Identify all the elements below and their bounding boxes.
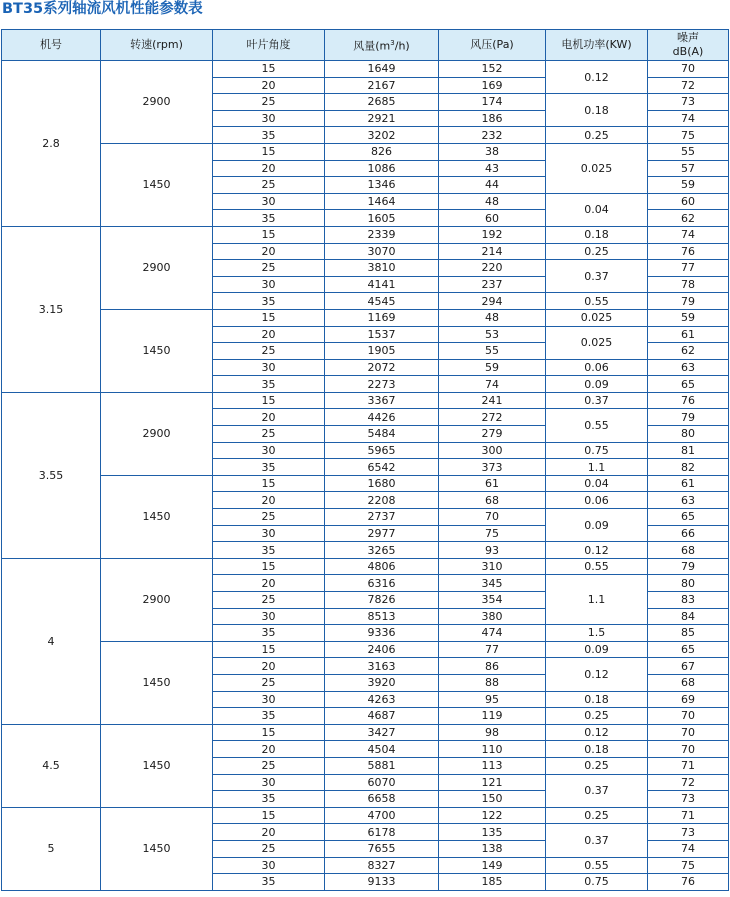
header-airflow-sup: 3	[390, 39, 395, 48]
cell-angle: 15	[213, 61, 325, 78]
cell-power: 0.25	[546, 757, 648, 774]
cell-noise: 60	[648, 193, 729, 210]
cell-angle: 30	[213, 193, 325, 210]
cell-power: 1.1	[546, 459, 648, 476]
cell-pressure: 113	[439, 757, 546, 774]
cell-airflow: 3265	[325, 542, 439, 559]
cell-power: 0.06	[546, 359, 648, 376]
cell-power: 0.025	[546, 309, 648, 326]
cell-noise: 79	[648, 558, 729, 575]
cell-angle: 30	[213, 359, 325, 376]
cell-noise: 80	[648, 575, 729, 592]
cell-angle: 25	[213, 757, 325, 774]
cell-noise: 57	[648, 160, 729, 177]
cell-airflow: 2737	[325, 509, 439, 526]
cell-power: 0.025	[546, 143, 648, 193]
cell-pressure: 150	[439, 791, 546, 808]
cell-noise: 69	[648, 691, 729, 708]
cell-noise: 82	[648, 459, 729, 476]
cell-power: 0.18	[546, 226, 648, 243]
fan-spec-table	[1, 29, 729, 891]
cell-airflow: 9336	[325, 625, 439, 642]
cell-airflow: 6070	[325, 774, 439, 791]
cell-pressure: 300	[439, 442, 546, 459]
cell-noise: 59	[648, 177, 729, 194]
cell-airflow: 1537	[325, 326, 439, 343]
cell-airflow: 6542	[325, 459, 439, 476]
cell-pressure: 121	[439, 774, 546, 791]
cell-pressure: 95	[439, 691, 546, 708]
cell-airflow: 7655	[325, 840, 439, 857]
cell-angle: 35	[213, 708, 325, 725]
cell-angle: 20	[213, 658, 325, 675]
cell-airflow: 2685	[325, 94, 439, 111]
cell-angle: 30	[213, 442, 325, 459]
cell-airflow: 4806	[325, 558, 439, 575]
cell-angle: 35	[213, 376, 325, 393]
cell-airflow: 6316	[325, 575, 439, 592]
cell-angle: 25	[213, 674, 325, 691]
cell-pressure: 59	[439, 359, 546, 376]
cell-airflow: 3427	[325, 724, 439, 741]
cell-pressure: 474	[439, 625, 546, 642]
cell-airflow: 1086	[325, 160, 439, 177]
cell-angle: 15	[213, 807, 325, 824]
table-body	[2, 61, 729, 891]
cell-angle: 20	[213, 160, 325, 177]
cell-speed: 2900	[101, 61, 213, 144]
cell-pressure: 279	[439, 426, 546, 443]
cell-angle: 30	[213, 608, 325, 625]
cell-model: 5	[2, 807, 101, 890]
cell-noise: 66	[648, 525, 729, 542]
header-model: 机号	[2, 30, 101, 61]
cell-power: 0.18	[546, 691, 648, 708]
table-row	[2, 61, 729, 78]
header-airflow-prefix: 风量(m	[353, 39, 391, 53]
cell-model: 3.15	[2, 226, 101, 392]
cell-noise: 72	[648, 77, 729, 94]
table-row	[2, 143, 729, 160]
cell-pressure: 237	[439, 276, 546, 293]
cell-angle: 30	[213, 110, 325, 127]
cell-angle: 20	[213, 492, 325, 509]
cell-airflow: 1346	[325, 177, 439, 194]
cell-angle: 35	[213, 542, 325, 559]
cell-angle: 25	[213, 177, 325, 194]
cell-power: 0.37	[546, 260, 648, 293]
cell-power: 0.12	[546, 658, 648, 691]
cell-pressure: 241	[439, 392, 546, 409]
cell-model: 4	[2, 558, 101, 724]
cell-pressure: 220	[439, 260, 546, 277]
cell-power: 0.55	[546, 558, 648, 575]
cell-airflow: 4141	[325, 276, 439, 293]
page-title: BT35系列轴流风机性能参数表	[2, 1, 203, 17]
cell-noise: 85	[648, 625, 729, 642]
cell-model: 2.8	[2, 61, 101, 227]
cell-power: 0.04	[546, 475, 648, 492]
cell-noise: 71	[648, 757, 729, 774]
cell-pressure: 48	[439, 193, 546, 210]
cell-pressure: 186	[439, 110, 546, 127]
cell-pressure: 310	[439, 558, 546, 575]
cell-airflow: 5484	[325, 426, 439, 443]
cell-angle: 30	[213, 691, 325, 708]
cell-pressure: 169	[439, 77, 546, 94]
cell-airflow: 2072	[325, 359, 439, 376]
cell-pressure: 232	[439, 127, 546, 144]
cell-airflow: 3367	[325, 392, 439, 409]
cell-airflow: 4687	[325, 708, 439, 725]
cell-airflow: 4504	[325, 741, 439, 758]
cell-speed: 1450	[101, 309, 213, 392]
cell-angle: 30	[213, 525, 325, 542]
cell-power: 0.75	[546, 874, 648, 891]
cell-noise: 67	[648, 658, 729, 675]
cell-pressure: 55	[439, 343, 546, 360]
cell-pressure: 119	[439, 708, 546, 725]
cell-airflow: 5965	[325, 442, 439, 459]
cell-pressure: 380	[439, 608, 546, 625]
cell-noise: 70	[648, 61, 729, 78]
cell-airflow: 2167	[325, 77, 439, 94]
cell-noise: 79	[648, 409, 729, 426]
cell-airflow: 1605	[325, 210, 439, 227]
cell-pressure: 61	[439, 475, 546, 492]
cell-pressure: 53	[439, 326, 546, 343]
cell-pressure: 345	[439, 575, 546, 592]
cell-airflow: 9133	[325, 874, 439, 891]
cell-speed: 1450	[101, 724, 213, 807]
cell-airflow: 6178	[325, 824, 439, 841]
cell-pressure: 373	[439, 459, 546, 476]
cell-speed: 2900	[101, 226, 213, 309]
cell-airflow: 1169	[325, 309, 439, 326]
cell-power: 0.25	[546, 708, 648, 725]
cell-angle: 20	[213, 326, 325, 343]
cell-noise: 78	[648, 276, 729, 293]
cell-angle: 25	[213, 94, 325, 111]
cell-speed: 1450	[101, 807, 213, 890]
cell-pressure: 77	[439, 641, 546, 658]
header-noise	[648, 30, 729, 61]
cell-angle: 35	[213, 791, 325, 808]
cell-pressure: 135	[439, 824, 546, 841]
table-row	[2, 641, 729, 658]
cell-airflow: 2406	[325, 641, 439, 658]
cell-pressure: 294	[439, 293, 546, 310]
cell-airflow: 5881	[325, 757, 439, 774]
cell-power: 0.25	[546, 807, 648, 824]
cell-pressure: 214	[439, 243, 546, 260]
cell-airflow: 2977	[325, 525, 439, 542]
cell-airflow: 8513	[325, 608, 439, 625]
cell-noise: 71	[648, 807, 729, 824]
cell-angle: 15	[213, 143, 325, 160]
cell-noise: 74	[648, 226, 729, 243]
cell-noise: 75	[648, 857, 729, 874]
cell-noise: 61	[648, 326, 729, 343]
cell-noise: 80	[648, 426, 729, 443]
cell-noise: 62	[648, 210, 729, 227]
cell-noise: 63	[648, 359, 729, 376]
cell-power: 0.25	[546, 127, 648, 144]
cell-airflow: 8327	[325, 857, 439, 874]
cell-noise: 81	[648, 442, 729, 459]
cell-speed: 2900	[101, 392, 213, 475]
cell-angle: 35	[213, 874, 325, 891]
cell-airflow: 1464	[325, 193, 439, 210]
cell-angle: 15	[213, 392, 325, 409]
cell-angle: 15	[213, 641, 325, 658]
cell-pressure: 185	[439, 874, 546, 891]
cell-noise: 68	[648, 674, 729, 691]
header-airflow	[325, 30, 439, 61]
cell-pressure: 43	[439, 160, 546, 177]
cell-pressure: 149	[439, 857, 546, 874]
header-power: 电机功率(KW)	[546, 30, 648, 61]
cell-pressure: 48	[439, 309, 546, 326]
cell-angle: 25	[213, 509, 325, 526]
table-row	[2, 226, 729, 243]
cell-pressure: 93	[439, 542, 546, 559]
cell-pressure: 110	[439, 741, 546, 758]
cell-power: 0.09	[546, 376, 648, 393]
cell-noise: 77	[648, 260, 729, 277]
table-row	[2, 558, 729, 575]
cell-airflow: 2339	[325, 226, 439, 243]
cell-noise: 70	[648, 708, 729, 725]
cell-power: 0.09	[546, 641, 648, 658]
cell-pressure: 88	[439, 674, 546, 691]
cell-pressure: 354	[439, 592, 546, 609]
cell-power: 1.1	[546, 575, 648, 625]
cell-noise: 72	[648, 774, 729, 791]
header-angle: 叶片角度	[213, 30, 325, 61]
cell-power: 1.5	[546, 625, 648, 642]
cell-power: 0.18	[546, 741, 648, 758]
cell-power: 0.12	[546, 61, 648, 94]
cell-angle: 30	[213, 276, 325, 293]
header-noise-line1: 噪声	[677, 31, 699, 44]
cell-angle: 20	[213, 575, 325, 592]
cell-airflow: 1680	[325, 475, 439, 492]
cell-noise: 65	[648, 509, 729, 526]
cell-angle: 35	[213, 625, 325, 642]
cell-model: 3.55	[2, 392, 101, 558]
cell-angle: 15	[213, 226, 325, 243]
cell-pressure: 138	[439, 840, 546, 857]
cell-power: 0.04	[546, 193, 648, 226]
cell-speed: 2900	[101, 558, 213, 641]
cell-noise: 68	[648, 542, 729, 559]
cell-noise: 76	[648, 392, 729, 409]
cell-noise: 63	[648, 492, 729, 509]
cell-power: 0.37	[546, 392, 648, 409]
cell-angle: 25	[213, 343, 325, 360]
cell-noise: 74	[648, 840, 729, 857]
cell-noise: 84	[648, 608, 729, 625]
cell-power: 0.18	[546, 94, 648, 127]
cell-pressure: 70	[439, 509, 546, 526]
cell-power: 0.09	[546, 509, 648, 542]
cell-airflow: 4545	[325, 293, 439, 310]
cell-noise: 73	[648, 824, 729, 841]
cell-pressure: 272	[439, 409, 546, 426]
cell-noise: 70	[648, 724, 729, 741]
table-row	[2, 475, 729, 492]
cell-power: 0.12	[546, 724, 648, 741]
cell-noise: 59	[648, 309, 729, 326]
cell-noise: 76	[648, 874, 729, 891]
cell-power: 0.37	[546, 824, 648, 857]
cell-pressure: 98	[439, 724, 546, 741]
cell-airflow: 4700	[325, 807, 439, 824]
cell-speed: 1450	[101, 641, 213, 724]
cell-speed: 1450	[101, 475, 213, 558]
cell-airflow: 3202	[325, 127, 439, 144]
table-row	[2, 807, 729, 824]
table-row	[2, 724, 729, 741]
cell-power: 0.37	[546, 774, 648, 807]
cell-airflow: 826	[325, 143, 439, 160]
cell-angle: 20	[213, 824, 325, 841]
cell-speed: 1450	[101, 143, 213, 226]
cell-pressure: 38	[439, 143, 546, 160]
cell-noise: 61	[648, 475, 729, 492]
table-row	[2, 392, 729, 409]
cell-airflow: 4263	[325, 691, 439, 708]
cell-pressure: 152	[439, 61, 546, 78]
cell-airflow: 4426	[325, 409, 439, 426]
cell-noise: 76	[648, 243, 729, 260]
cell-power: 0.55	[546, 409, 648, 442]
cell-airflow: 6658	[325, 791, 439, 808]
cell-noise: 65	[648, 641, 729, 658]
cell-airflow: 7826	[325, 592, 439, 609]
cell-angle: 35	[213, 293, 325, 310]
cell-power: 0.025	[546, 326, 648, 359]
cell-power: 0.75	[546, 442, 648, 459]
cell-noise: 83	[648, 592, 729, 609]
cell-angle: 25	[213, 840, 325, 857]
cell-pressure: 174	[439, 94, 546, 111]
cell-power: 0.55	[546, 293, 648, 310]
cell-angle: 35	[213, 210, 325, 227]
header-noise-line2: dB(A)	[672, 45, 704, 58]
cell-pressure: 74	[439, 376, 546, 393]
cell-airflow: 1649	[325, 61, 439, 78]
cell-noise: 79	[648, 293, 729, 310]
cell-noise: 65	[648, 376, 729, 393]
cell-angle: 25	[213, 592, 325, 609]
cell-angle: 25	[213, 260, 325, 277]
cell-airflow: 3070	[325, 243, 439, 260]
header-speed: 转速(rpm)	[101, 30, 213, 61]
cell-noise: 62	[648, 343, 729, 360]
cell-angle: 15	[213, 309, 325, 326]
table-row	[2, 309, 729, 326]
cell-airflow: 2921	[325, 110, 439, 127]
cell-power: 0.25	[546, 243, 648, 260]
cell-airflow: 3163	[325, 658, 439, 675]
header-pressure: 风压(Pa)	[439, 30, 546, 61]
cell-angle: 35	[213, 127, 325, 144]
cell-noise: 70	[648, 741, 729, 758]
cell-pressure: 75	[439, 525, 546, 542]
cell-angle: 15	[213, 475, 325, 492]
cell-power: 0.06	[546, 492, 648, 509]
cell-pressure: 60	[439, 210, 546, 227]
cell-angle: 25	[213, 426, 325, 443]
cell-airflow: 2273	[325, 376, 439, 393]
cell-pressure: 68	[439, 492, 546, 509]
cell-airflow: 3810	[325, 260, 439, 277]
cell-power: 0.55	[546, 857, 648, 874]
cell-angle: 20	[213, 409, 325, 426]
cell-noise: 74	[648, 110, 729, 127]
cell-airflow: 1905	[325, 343, 439, 360]
cell-model: 4.5	[2, 724, 101, 807]
cell-power: 0.12	[546, 542, 648, 559]
header-airflow-suffix: /h)	[394, 39, 410, 53]
cell-angle: 20	[213, 77, 325, 94]
cell-noise: 55	[648, 143, 729, 160]
cell-angle: 30	[213, 774, 325, 791]
cell-pressure: 122	[439, 807, 546, 824]
cell-noise: 75	[648, 127, 729, 144]
cell-noise: 73	[648, 94, 729, 111]
cell-pressure: 44	[439, 177, 546, 194]
cell-pressure: 192	[439, 226, 546, 243]
cell-angle: 15	[213, 558, 325, 575]
cell-angle: 30	[213, 857, 325, 874]
cell-angle: 20	[213, 243, 325, 260]
cell-pressure: 86	[439, 658, 546, 675]
cell-angle: 15	[213, 724, 325, 741]
table-header-row	[2, 30, 729, 61]
cell-noise: 73	[648, 791, 729, 808]
cell-angle: 35	[213, 459, 325, 476]
cell-airflow: 3920	[325, 674, 439, 691]
cell-angle: 20	[213, 741, 325, 758]
cell-airflow: 2208	[325, 492, 439, 509]
